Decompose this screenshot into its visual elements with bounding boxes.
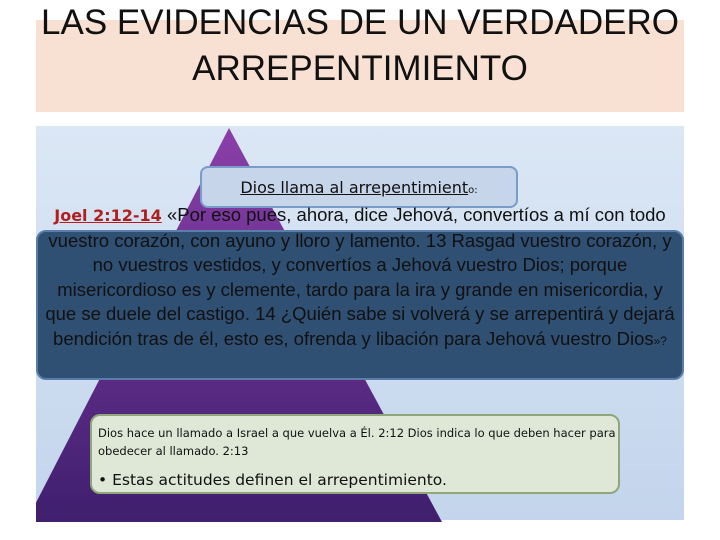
verse-reference[interactable]: Joel 2:12-14 (54, 206, 162, 225)
verse-body: «Por eso pues, ahora, dice Jehová, convertíos a mí con todo vuestro corazón, con ayuno y lloro y lamento. 13 Rasgad vuestro corazón, y no vuestros vestidos, y convertíos a Jehová vuestro Dios; porque misericordioso es y clemente, tardo para la ira y grande en misericordia, y que se duele del castigo. 14 ¿Quién sabe si volverá y se arrepentirá y dejará bendición tras de él, esto es, ofrenda y libación para Jehová vuestro Dios (45, 204, 675, 349)
call-box-label: Dios llama al arrepentimiento: (240, 178, 478, 197)
bullet-point: • Estas actitudes definen el arrepentimiento. (98, 471, 447, 489)
note-text: Dios hace un llamado a Israel a que vuelva a Él. 2:12 Dios indica lo que deben hacer para obedecer al llamado. 2:13 (98, 426, 616, 458)
verse-text (40, 203, 680, 353)
slide-title: LAS EVIDENCIAS DE UN VERDADERO ARREPENTIMIENTO (41, 3, 679, 88)
verse-closing: »? (653, 333, 667, 348)
